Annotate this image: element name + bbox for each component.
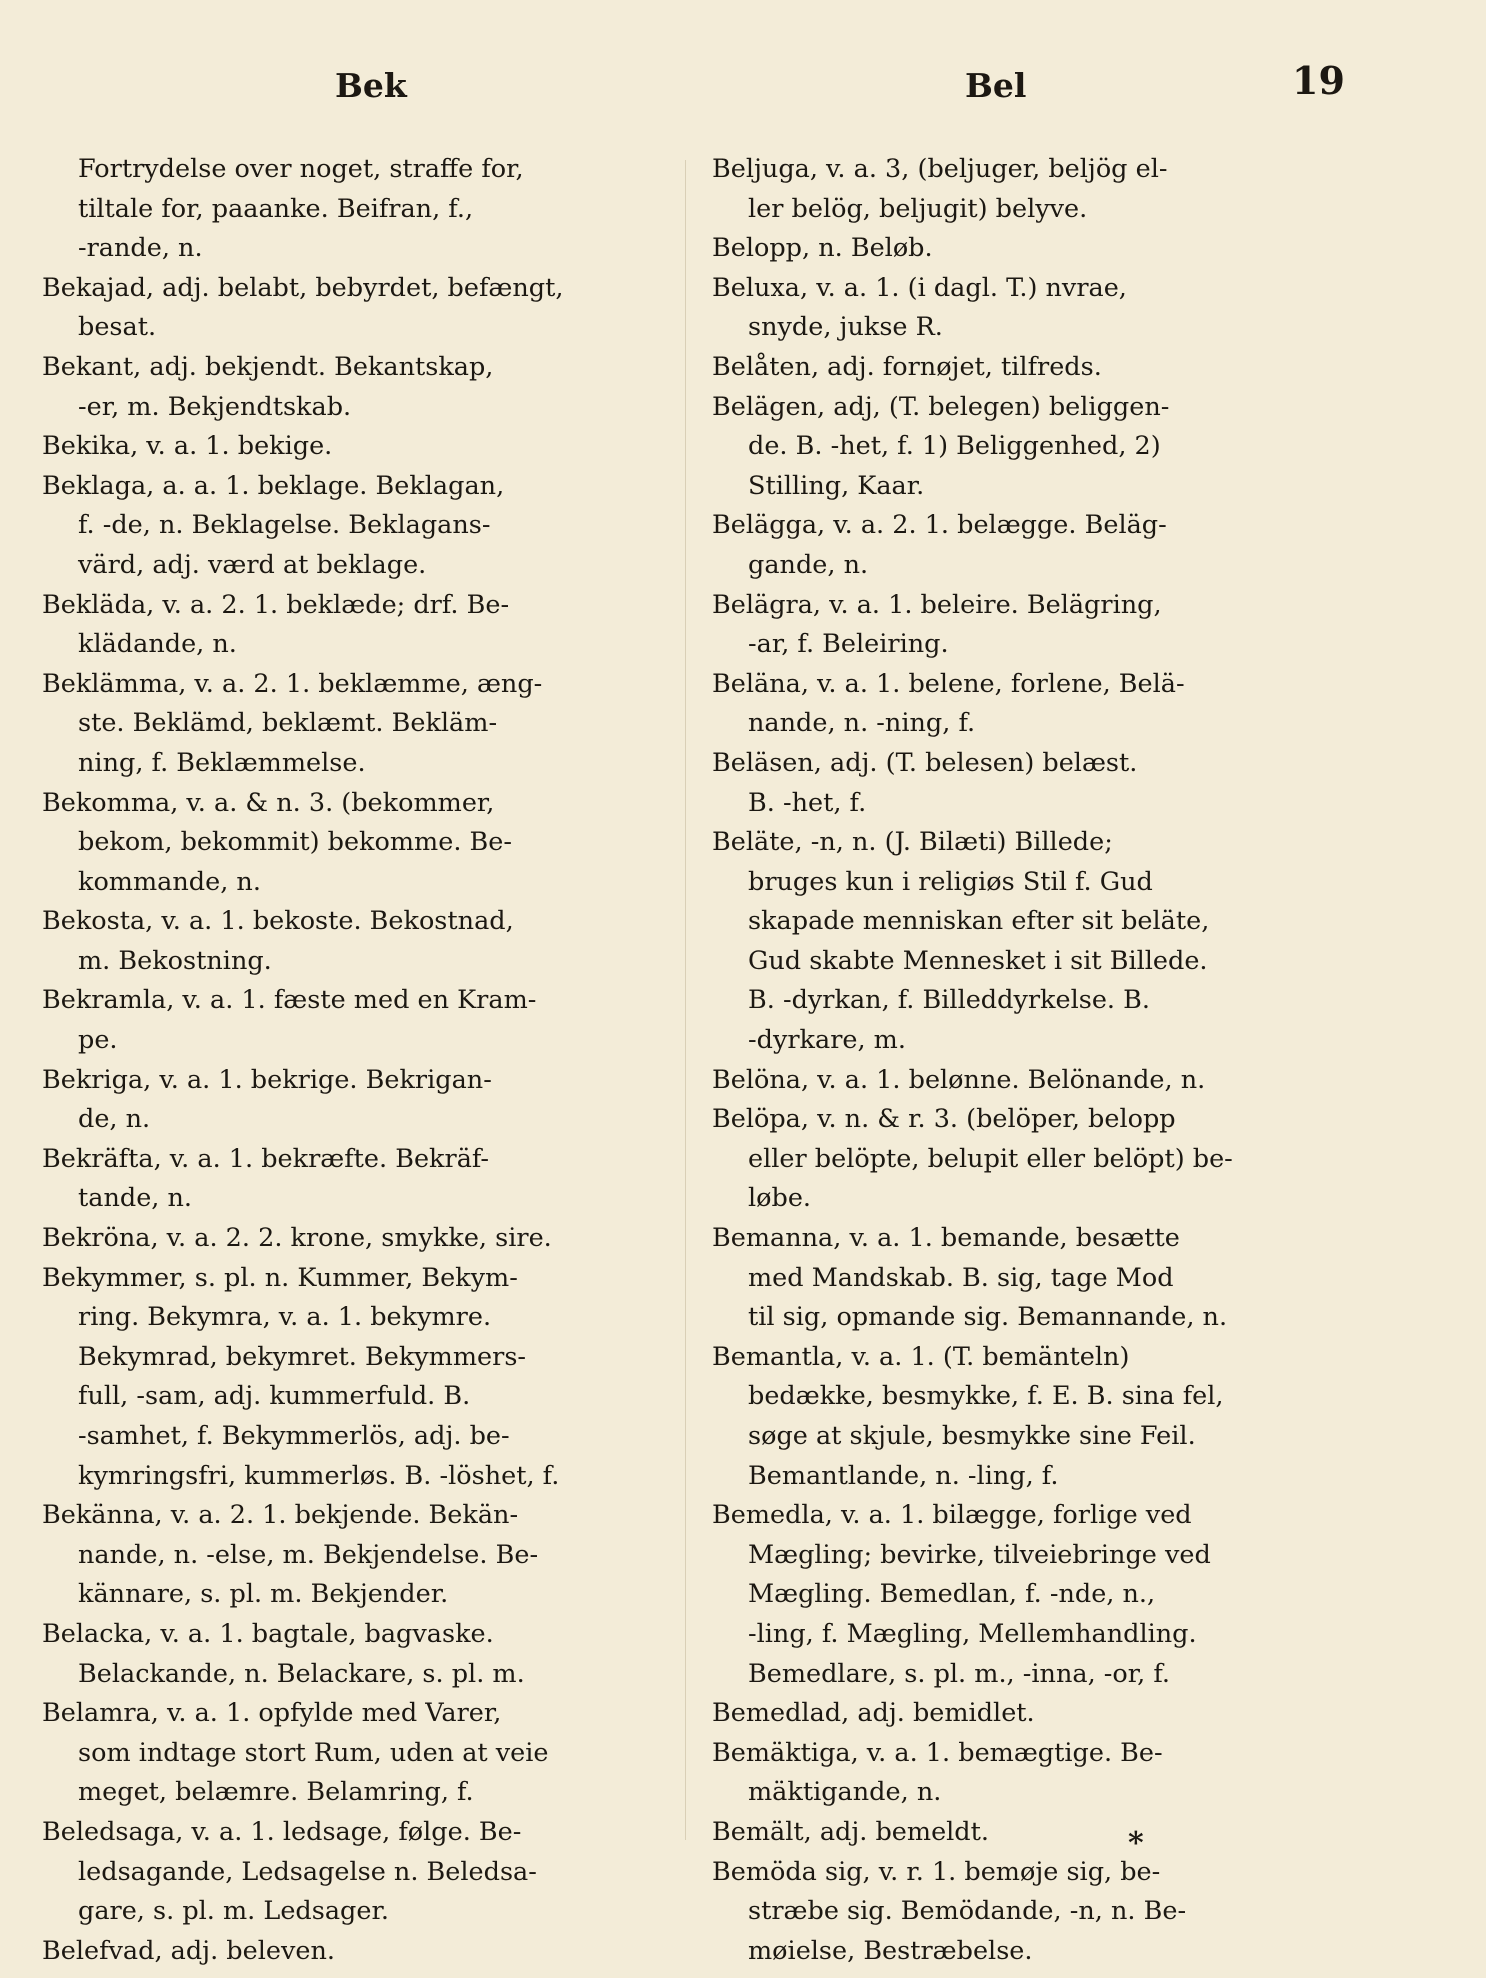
dictionary-line: Mægling; bevirke, tilveiebringe ved — [748, 1539, 1211, 1570]
dictionary-line: kännare, s. pl. m. Bekjender. — [78, 1579, 449, 1610]
dictionary-line: ste. Beklämd, beklæmt. Bekläm- — [78, 708, 498, 739]
dictionary-line: ledsagande, Ledsagelse n. Beledsa- — [78, 1856, 537, 1887]
dictionary-line: Bekräfta, v. a. 1. bekræfte. Bekräf- — [42, 1143, 490, 1174]
dictionary-line: kommande, n. — [78, 866, 261, 897]
dictionary-line: skapade menniskan efter sit beläte, — [748, 906, 1210, 937]
dictionary-line: Belåten, adj. fornøjet, tilfreds. — [712, 351, 1102, 382]
running-head-left: Bek — [335, 66, 407, 105]
dictionary-line: Belöna, v. a. 1. belønne. Belönande, n. — [712, 1064, 1206, 1095]
dictionary-line: Bekriga, v. a. 1. bekrige. Bekrigan- — [42, 1064, 492, 1095]
dictionary-line: Bemält, adj. bemeldt. — [712, 1816, 989, 1847]
dictionary-line: bedække, besmykke, f. E. B. sina fel, — [748, 1381, 1224, 1412]
dictionary-line: tande, n. — [78, 1183, 193, 1214]
dictionary-line: Belefvad, adj. beleven. — [42, 1935, 335, 1966]
dictionary-line: Gud skabte Mennesket i sit Billede. — [748, 945, 1208, 976]
dictionary-line: -dyrkare, m. — [748, 1025, 906, 1056]
dictionary-line: Beläte, -n, n. (J. Bilæti) Billede; — [712, 827, 1113, 858]
dictionary-line: B. -het, f. — [748, 787, 867, 818]
dictionary-line: søge at skjule, besmykke sine Feil. — [748, 1421, 1196, 1451]
dictionary-line: ler belög, beljugit) belyve. — [748, 193, 1088, 224]
dictionary-line: besat. — [78, 312, 157, 343]
dictionary-line: med Mandskab. B. sig, tage Mod — [748, 1262, 1174, 1293]
dictionary-line: Fortrydelse over noget, straffe for, — [78, 154, 524, 184]
dictionary-line: Bemantlande, n. -ling, f. — [748, 1460, 1059, 1491]
dictionary-line: gande, n. — [748, 549, 869, 580]
page-number: 19 — [1292, 58, 1345, 103]
dictionary-line: de. B. -het, f. 1) Beliggenhed, 2) — [748, 431, 1161, 462]
dictionary-line: nande, n. -else, m. Bekjendelse. Be- — [78, 1539, 539, 1570]
dictionary-line: Bemantla, v. a. 1. (T. bemänteln) — [712, 1341, 1130, 1372]
dictionary-line: Beläna, v. a. 1. belene, forlene, Belä- — [712, 668, 1185, 699]
dictionary-line: -er, m. Bekjendtskab. — [78, 391, 352, 422]
dictionary-line: Bekänna, v. a. 2. 1. bekjende. Bekän- — [42, 1500, 519, 1531]
dictionary-line: ning, f. Beklæmmelse. — [78, 747, 366, 778]
dictionary-line: full, -sam, adj. kummerfuld. B. — [78, 1381, 471, 1412]
dictionary-line: Beklaga, a. a. 1. beklage. Beklagan, — [42, 470, 505, 501]
dictionary-line: Bekajad, adj. belabt, bebyrdet, befængt, — [42, 272, 564, 303]
dictionary-line: B. -dyrkan, f. Billeddyrkelse. B. — [748, 985, 1150, 1016]
dictionary-line: løbe. — [748, 1183, 812, 1214]
dictionary-line: -rande, n. — [78, 233, 203, 264]
right-column — [712, 150, 1358, 1971]
left-column — [42, 150, 692, 1971]
dictionary-line: til sig, opmande sig. Bemannande, n. — [748, 1302, 1228, 1333]
dictionary-line: Belacka, v. a. 1. bagtale, bagvaske. — [42, 1618, 494, 1649]
dictionary-line: Bekika, v. a. 1. bekige. — [42, 431, 333, 462]
footer-mark: * — [1128, 1826, 1144, 1861]
dictionary-line: nande, n. -ning, f. — [748, 708, 976, 739]
dictionary-line: Belackande, n. Belackare, s. pl. m. — [78, 1658, 525, 1689]
dictionary-line: f. -de, n. Beklagelse. Beklagans- — [78, 510, 491, 541]
dictionary-line: Bekosta, v. a. 1. bekoste. Bekostnad, — [42, 906, 514, 937]
dictionary-line: møielse, Bestræbelse. — [748, 1935, 1033, 1966]
dictionary-line: Beljuga, v. a. 3, (beljuger, beljög el- — [712, 154, 1168, 184]
dictionary-line: snyde, jukse R. — [748, 312, 943, 343]
dictionary-line: de, n. — [78, 1104, 151, 1135]
dictionary-line: Bekant, adj. bekjendt. Bekantskap, — [42, 351, 494, 382]
dictionary-line: Bemanna, v. a. 1. bemande, besætte — [712, 1223, 1180, 1254]
dictionary-line: Bekröna, v. a. 2. 2. krone, smykke, sire. — [42, 1223, 552, 1254]
dictionary-line: Stilling, Kaar. — [748, 470, 925, 501]
dictionary-line: -ling, f. Mægling, Mellemhandling. — [748, 1618, 1197, 1649]
dictionary-line: Belägen, adj, (T. belegen) beliggen- — [712, 391, 1170, 422]
dictionary-line: Beklämma, v. a. 2. 1. beklæmme, æng- — [42, 668, 543, 699]
dictionary-line: Bemedla, v. a. 1. bilægge, forlige ved — [712, 1500, 1192, 1531]
dictionary-line: meget, belæmre. Belamring, f. — [78, 1777, 474, 1808]
dictionary-line: eller belöpte, belupit eller belöpt) be- — [748, 1143, 1233, 1174]
dictionary-line: värd, adj. værd at beklage. — [78, 549, 427, 580]
dictionary-line: Bekymrad, bekymret. Bekymmers- — [78, 1341, 527, 1372]
dictionary-line: Bemäktiga, v. a. 1. bemægtige. Be- — [712, 1737, 1163, 1768]
dictionary-line: Belägga, v. a. 2. 1. belægge. Beläg- — [712, 510, 1167, 541]
dictionary-line: stræbe sig. Bemödande, -n, n. Be- — [748, 1896, 1187, 1927]
dictionary-line: Belamra, v. a. 1. opfylde med Varer, — [42, 1698, 502, 1729]
dictionary-line: m. Bekostning. — [78, 945, 272, 976]
dictionary-line: kymringsfri, kummerløs. B. -löshet, f. — [78, 1460, 560, 1491]
dictionary-line: bruges kun i religiøs Stil f. Gud — [748, 866, 1153, 897]
dictionary-line: bekom, bekommit) bekomme. Be- — [78, 827, 512, 858]
dictionary-line: Belopp, n. Beløb. — [712, 233, 933, 264]
dictionary-line: Beläsen, adj. (T. belesen) belæst. — [712, 747, 1138, 778]
dictionary-line: -samhet, f. Bekymmerlös, adj. be- — [78, 1421, 510, 1451]
dictionary-line: klädande, n. — [78, 629, 237, 660]
dictionary-line: tiltale for, paaanke. Beifran, f., — [78, 193, 474, 224]
dictionary-line: Beluxa, v. a. 1. (i dagl. T.) nvrae, — [712, 272, 1127, 303]
dictionary-line: Bekramla, v. a. 1. fæste med en Kram- — [42, 985, 537, 1016]
dictionary-line: Belägra, v. a. 1. beleire. Belägring, — [712, 589, 1162, 620]
dictionary-line: Mægling. Bemedlan, f. -nde, n., — [748, 1579, 1156, 1610]
running-head-right: Bel — [965, 66, 1027, 105]
dictionary-line: som indtage stort Rum, uden at veie — [78, 1737, 549, 1768]
dictionary-line: Belöpa, v. n. & r. 3. (belöper, belopp — [712, 1104, 1176, 1135]
dictionary-line: Bekymmer, s. pl. n. Kummer, Bekym- — [42, 1262, 518, 1293]
dictionary-line: mäktigande, n. — [748, 1777, 942, 1808]
dictionary-line: Bemedlad, adj. bemidlet. — [712, 1698, 1035, 1729]
dictionary-line: -ar, f. Beleiring. — [748, 629, 949, 660]
dictionary-line: ring. Bekymra, v. a. 1. bekymre. — [78, 1302, 492, 1333]
dictionary-line: Beledsaga, v. a. 1. ledsage, følge. Be- — [42, 1816, 522, 1847]
dictionary-line: Bemöda sig, v. r. 1. bemøje sig, be- — [712, 1856, 1161, 1887]
dictionary-line: gare, s. pl. m. Ledsager. — [78, 1896, 389, 1927]
dictionary-line: Bekläda, v. a. 2. 1. beklæde; drf. Be- — [42, 589, 510, 620]
dictionary-line: Bekomma, v. a. & n. 3. (bekommer, — [42, 787, 495, 818]
dictionary-line: pe. — [78, 1025, 118, 1056]
column-divider — [685, 160, 686, 1840]
dictionary-line: Bemedlare, s. pl. m., -inna, -or, f. — [748, 1658, 1170, 1689]
